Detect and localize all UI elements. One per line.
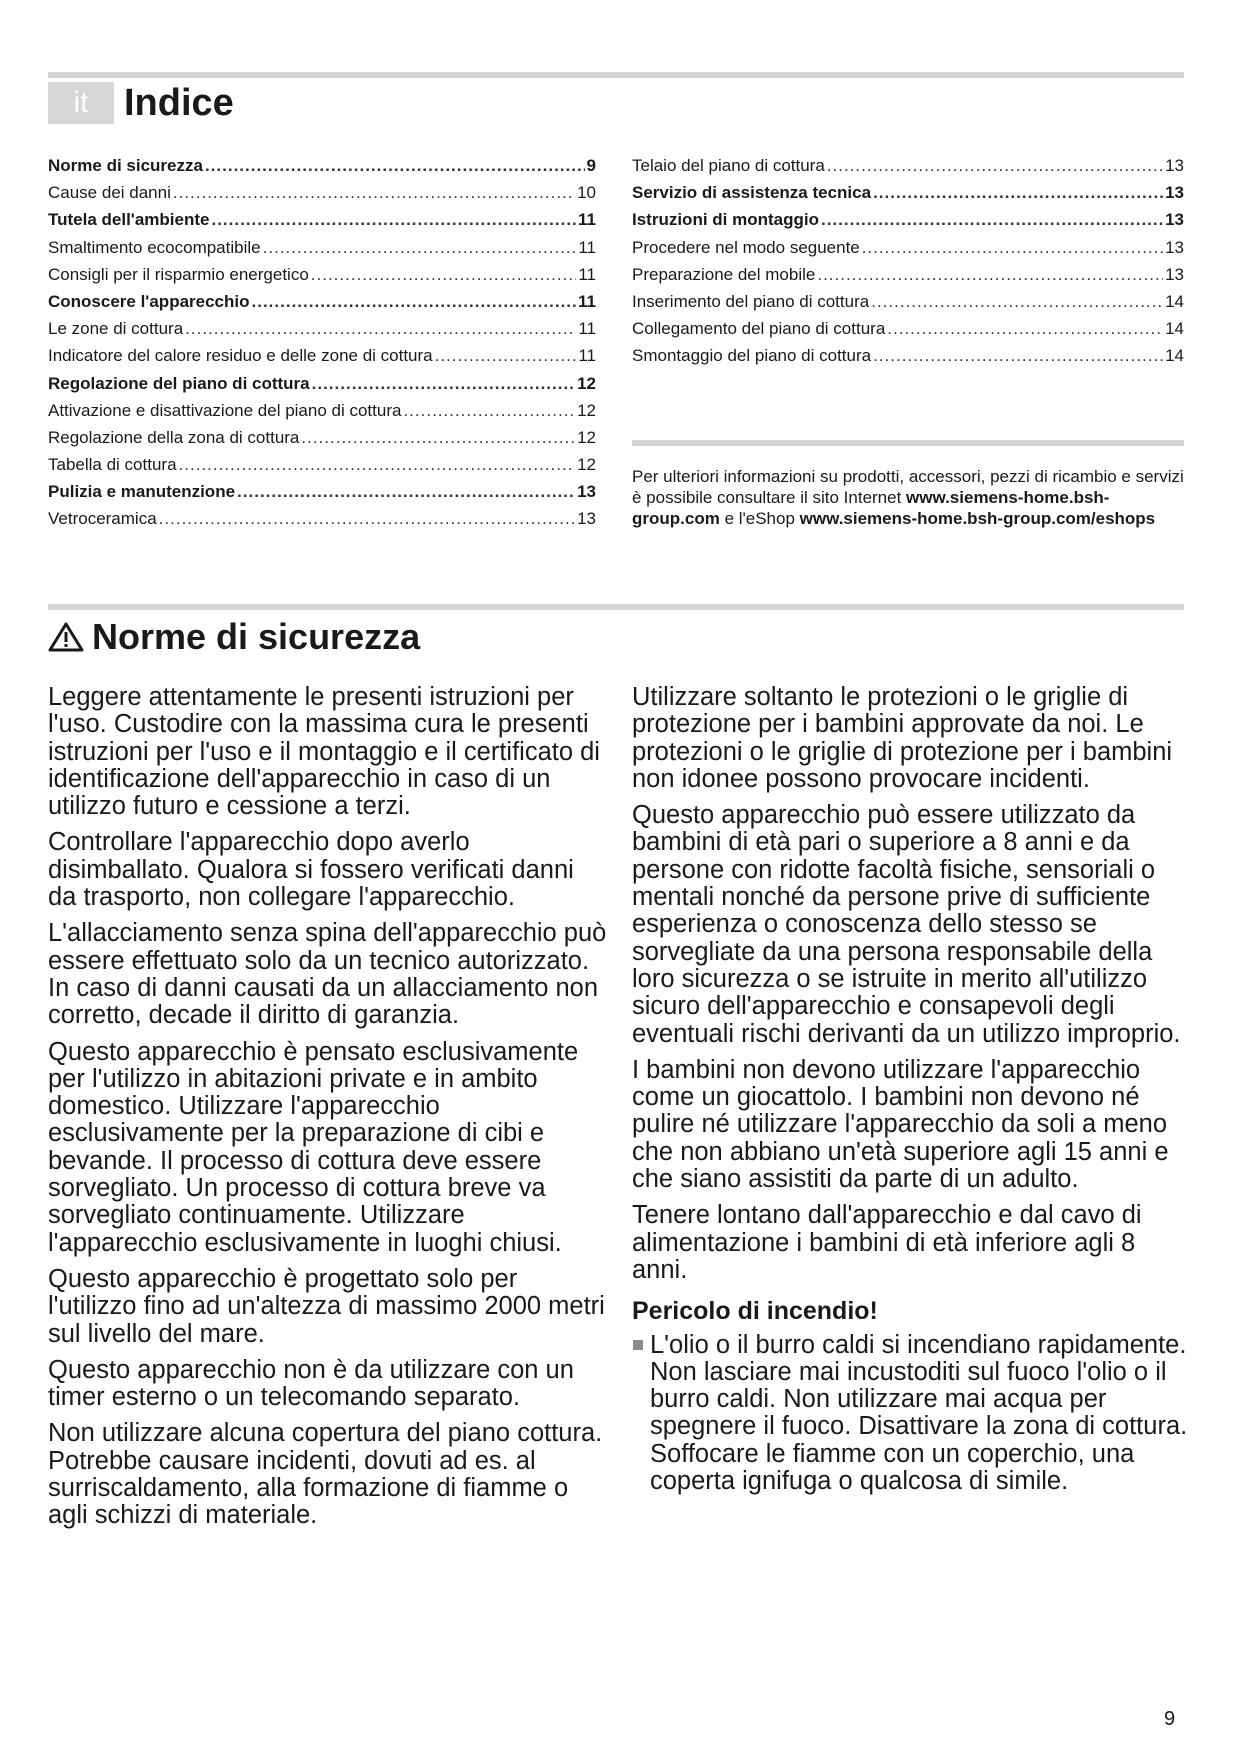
- toc-entry[interactable]: [632, 179, 1184, 206]
- toc-entry-title: Telaio del piano di cottura: [632, 156, 825, 175]
- eshop-link[interactable]: www.siemens-home.bsh-group.com/eshops: [799, 509, 1156, 528]
- info-text: Per ulteriori informazioni su prodotti, accessori, pezzi di ricambio e servizi è possibile consultare il sito Internet: [632, 467, 1184, 507]
- toc-leader-dots: [827, 152, 1163, 179]
- warning-triangle-icon: [48, 621, 84, 653]
- toc-entry[interactable]: [48, 397, 596, 424]
- toc-title: Indice: [124, 82, 234, 124]
- toc-entry-page: 12: [577, 400, 596, 420]
- toc-entry-page: 13: [1165, 210, 1184, 230]
- toc-entry-title: Regolazione del piano di cottura: [48, 373, 310, 393]
- toc-entry[interactable]: [632, 261, 1184, 288]
- bullet-square-icon: [633, 1340, 643, 1350]
- toc-entry-page: 11: [578, 237, 596, 257]
- toc-entry-title: Procedere nel modo seguente: [632, 237, 860, 257]
- toc-entry-page: 11: [578, 319, 596, 339]
- toc-entry[interactable]: [632, 206, 1184, 233]
- toc-entry-page: 13: [1165, 156, 1184, 175]
- toc-entry-title: Cause dei danni: [48, 183, 171, 203]
- body-paragraph: Non utilizzare alcuna copertura del piano cottura. Potrebbe causare incidenti, dovuti ad es. al surriscaldamento, alla formazione di fiamme o agli schizzi di materiale.: [48, 1419, 603, 1530]
- body-paragraph: Questo apparecchio è pensato esclusivamente per l'utilizzo in abitazioni private e in ambito domestico. Utilizzare l'apparecchio esclusivamente per la preparazione di cibi e bevande. Il processo di cottura deve essere sorvegliato. Un processo di cottura breve va sorvegliato continuamente. Utilizzare l'apparecchio esclusivamente in luoghi chiusi.: [48, 1037, 579, 1257]
- warning-bullet: [632, 1332, 1188, 1496]
- body-paragraph: I bambini non devono utilizzare l'apparecchio come un giocattolo. I bambini non devono né pulire né utilizzare l'apparecchio da soli a meno che non abbiano un'età superiore agli 15 anni e che siano assistiti da parte di un adulto.: [632, 1055, 1169, 1194]
- toc-leader-dots: [312, 370, 575, 397]
- toc-entry-page: 13: [1165, 264, 1184, 284]
- toc-leader-dots: [873, 179, 1163, 206]
- toc-leader-dots: [173, 179, 575, 206]
- toc-entry-page: 14: [1165, 319, 1184, 339]
- body-paragraph: Tenere lontano dall'apparecchio e dal cavo di alimentazione i bambini di età inferiore agli 8 anni.: [632, 1201, 1142, 1284]
- toc-entry[interactable]: [48, 315, 596, 342]
- toc-entry-title: Tabella di cottura: [48, 455, 177, 475]
- toc-leader-dots: [817, 261, 1163, 288]
- toc-leader-dots: [179, 451, 576, 478]
- toc-entry[interactable]: [48, 261, 596, 288]
- warning-bullet-text: L'olio o il burro caldi si incendiano rapidamente. Non lasciare mai incustoditi sul fuoco l'olio o il burro caldi. Non utilizzare mai acqua per spegnere il fuoco. Disattivare la zona di cottura. Soffocare le fiamme con un coperchio, una coperta ignifuga o qualcosa di simile.: [650, 1330, 1188, 1496]
- toc-entry[interactable]: [48, 234, 596, 261]
- toc-leader-dots: [205, 152, 585, 179]
- section-title: [48, 612, 420, 662]
- body-paragraph: Questo apparecchio è progettato solo per l'utilizzo fino ad un'altezza di massimo 2000 metri sul livello del mare.: [48, 1264, 605, 1348]
- toc-entry-page: 11: [578, 346, 596, 366]
- toc-entry-page: 14: [1165, 291, 1184, 311]
- body-paragraph: L'allacciamento senza spina dell'apparecchio può essere effettuato solo da un tecnico autorizzato. In caso di danni causati da un allacciamento non corretto, decade il diritto di garanzia.: [48, 919, 607, 1030]
- toc-entry-title: Consigli per il risparmio energetico: [48, 264, 309, 284]
- toc-entry[interactable]: [48, 424, 596, 451]
- toc-entry[interactable]: [48, 288, 596, 315]
- toc-leader-dots: [821, 206, 1163, 233]
- toc-entry[interactable]: [632, 234, 1184, 261]
- toc-leader-dots: [435, 342, 577, 369]
- toc-leader-dots: [185, 315, 576, 342]
- toc-entry-title: Preparazione del mobile: [632, 264, 816, 284]
- website-link[interactable]: www.siemens-home.bsh-group.com: [632, 488, 1110, 528]
- toc-entry-title: Conoscere l'apparecchio: [48, 291, 250, 311]
- toc-entry[interactable]: [48, 478, 596, 505]
- toc-leader-dots: [873, 342, 1163, 369]
- toc-leader-dots: [403, 397, 575, 424]
- section-title-text: Norme di sicurezza: [92, 616, 421, 657]
- toc-entry[interactable]: [48, 370, 596, 397]
- toc-leader-dots: [311, 261, 577, 288]
- page-number: 9: [1164, 1708, 1176, 1730]
- toc-entry[interactable]: [48, 179, 596, 206]
- toc-leader-dots: [252, 288, 577, 315]
- toc-entry-page: 13: [577, 482, 596, 502]
- toc-entry-title: Indicatore del calore residuo e delle zone di cottura: [48, 346, 433, 366]
- toc-entry-title: Servizio di assistenza tecnica: [632, 183, 872, 203]
- body-paragraph: Controllare l'apparecchio dopo averlo disimballato. Qualora si fossero verificati danni da trasporto, non collegare l'apparecchio.: [48, 828, 574, 912]
- body-paragraph: Utilizzare soltanto le protezioni o le griglie di protezione per i bambini approvate da noi. Le protezioni o le griglie di protezione per i bambini non idonee possono provocare incidenti.: [632, 683, 1173, 793]
- body-paragraph: Questo apparecchio non è da utilizzare con un timer esterno o un telecomando separato.: [48, 1355, 574, 1412]
- toc-entry-page: 11: [578, 264, 596, 284]
- toc-entry-page: 13: [577, 509, 596, 529]
- toc-leader-dots: [301, 424, 575, 451]
- body-left-column: [48, 684, 608, 1539]
- toc-entry-title: Collegamento del piano di cottura: [632, 319, 886, 339]
- toc-leader-dots: [237, 478, 575, 505]
- toc-leader-dots: [263, 234, 577, 261]
- toc-left-column: [48, 152, 596, 533]
- toc-entry-title: Attivazione e disattivazione del piano di cottura: [48, 400, 402, 420]
- toc-entry-title: Pulizia e manutenzione: [48, 482, 236, 502]
- fire-warning-title: Pericolo di incendio!: [632, 1297, 878, 1326]
- toc-entry[interactable]: [48, 152, 596, 179]
- body-paragraph: Questo apparecchio può essere utilizzato da bambini di età pari o superiore a 8 anni e da persone con ridotte facoltà fisiche, sensoriali o mentali nonché da persone prive di sufficiente esperienza o conoscenza dello stesso se sorvegliate da una persona responsabile della loro sicurezza o se istruite in merito all'utilizzo sicuro dell'apparecchio e consapevoli degli eventuali rischi derivanti da un utilizzo improprio.: [632, 801, 1181, 1048]
- toc-entry-page: 9: [586, 156, 596, 175]
- toc-entry-page: 12: [577, 455, 596, 475]
- toc-entry-title: Tutela dell'ambiente: [48, 210, 210, 230]
- toc-entry-page: 11: [578, 210, 596, 230]
- toc-entry-title: Istruzioni di montaggio: [632, 210, 819, 230]
- toc-entry-title: Le zone di cottura: [48, 319, 184, 339]
- toc-entry-title: Smontaggio del piano di cottura: [632, 346, 872, 366]
- body-right-column: [632, 684, 1188, 1504]
- toc-entry[interactable]: [48, 342, 596, 369]
- toc-entry[interactable]: [48, 206, 596, 233]
- toc-entry[interactable]: [632, 315, 1184, 342]
- toc-entry-page: 12: [577, 427, 596, 447]
- toc-leader-dots: [862, 234, 1163, 261]
- toc-entry-page: 12: [577, 373, 596, 393]
- toc-leader-dots: [871, 288, 1163, 315]
- toc-entry-page: 10: [577, 183, 596, 203]
- toc-entry[interactable]: [48, 505, 596, 532]
- toc-entry[interactable]: [632, 342, 1184, 369]
- toc-leader-dots: [211, 206, 576, 233]
- body-paragraph: Leggere attentamente le presenti istruzioni per l'uso. Custodire con la massima cura le presenti istruzioni per l'uso e il montaggio e il certificato di identificazione dell'apparecchio in caso di un utilizzo futuro e cessione a terzi.: [48, 683, 600, 821]
- toc-leader-dots: [887, 315, 1163, 342]
- language-badge: it: [48, 82, 114, 124]
- toc-entry-title: Inserimento del piano di cottura: [632, 291, 870, 311]
- section-divider: [48, 604, 1184, 610]
- toc-entry-page: 13: [1165, 183, 1184, 203]
- toc-leader-dots: [159, 505, 575, 532]
- toc-entry-title: Smaltimento ecocompatibile: [48, 237, 261, 257]
- toc-entry-title: Norme di sicurezza: [48, 156, 203, 175]
- toc-entry-page: 13: [1165, 237, 1184, 257]
- info-divider: [632, 440, 1184, 446]
- info-text: e l'eShop: [719, 509, 800, 528]
- info-paragraph: [632, 466, 1192, 529]
- toc-entry[interactable]: [632, 152, 1184, 179]
- toc-entry-page: 11: [578, 291, 596, 311]
- toc-entry[interactable]: [48, 451, 596, 478]
- toc-entry-title: Regolazione della zona di cottura: [48, 427, 300, 447]
- toc-entry-title: Vetroceramica: [48, 509, 157, 529]
- toc-entry[interactable]: [632, 288, 1184, 315]
- toc-entry-page: 14: [1165, 346, 1184, 366]
- toc-right-column: [632, 152, 1184, 370]
